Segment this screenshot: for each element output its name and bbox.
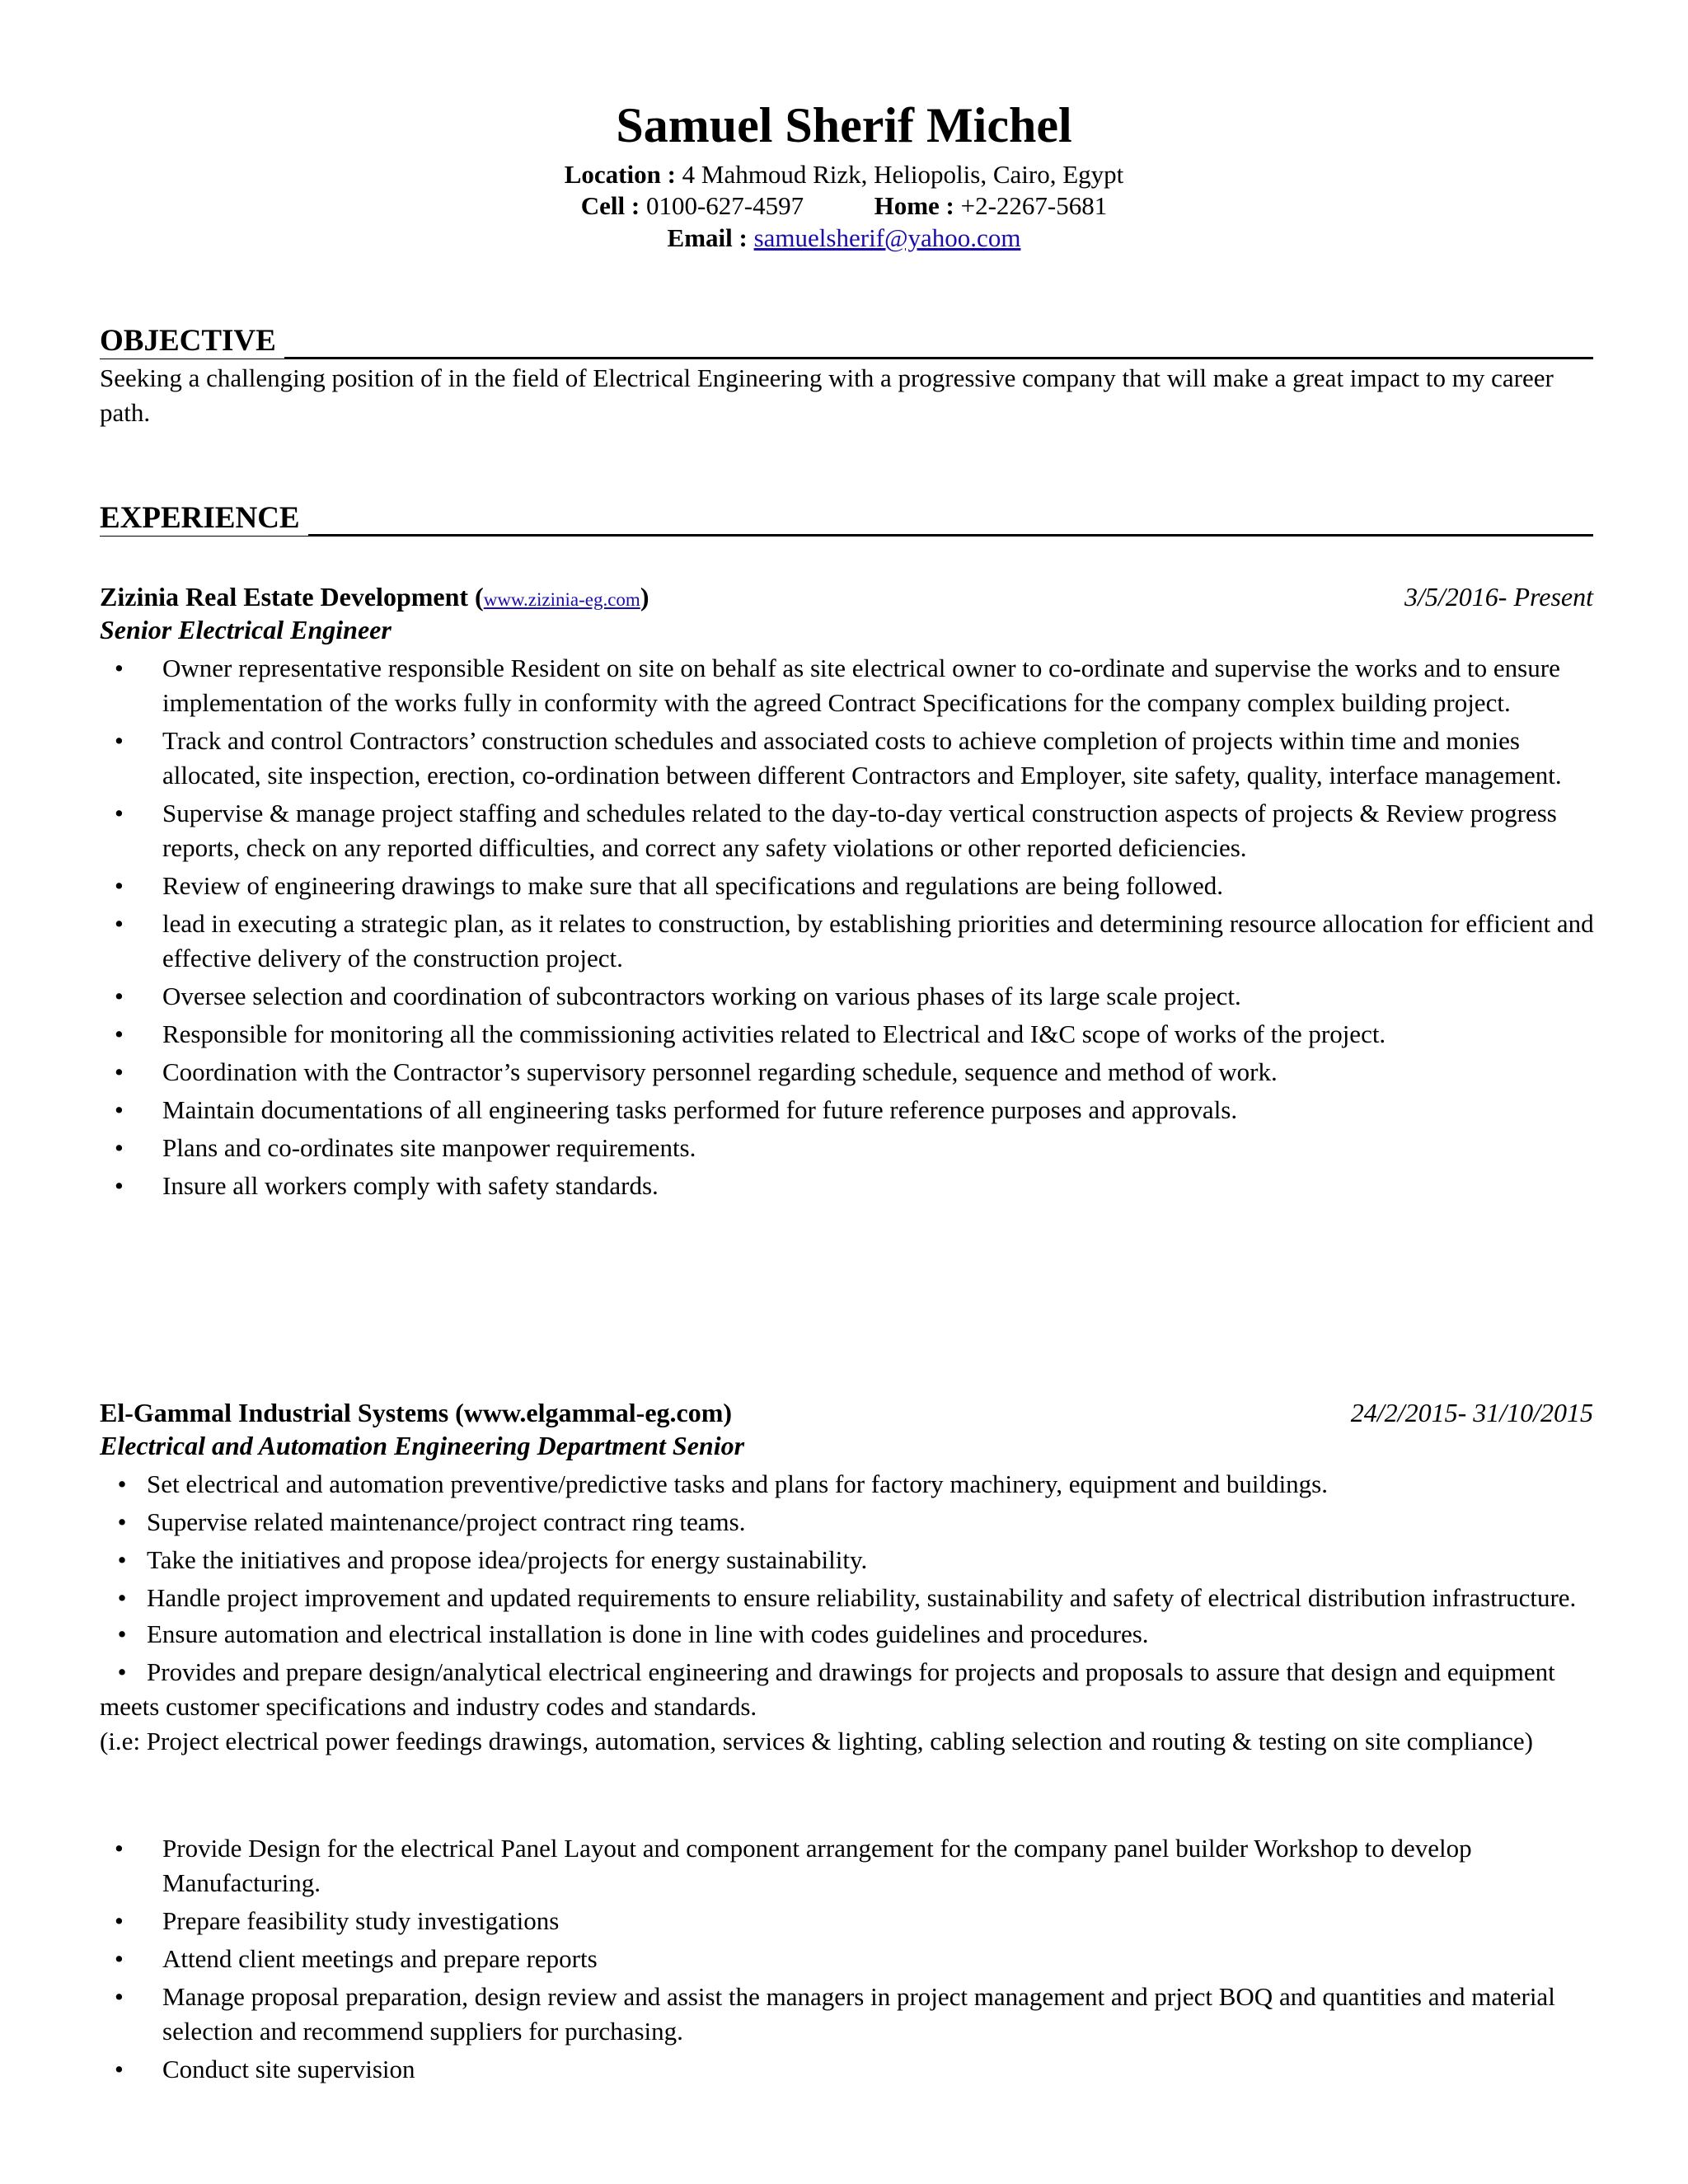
location-line bbox=[0, 158, 1688, 191]
job-2-company: El-Gammal Industrial Systems (www.elgammal-eg.com) bbox=[100, 1398, 733, 1427]
objective-text: Seeking a challenging position of in the field of Electrical Engineering with a progressive company that will make a great impact to my career path. bbox=[100, 363, 1554, 427]
list-item: • Supervise related maintenance/project contract ring teams. bbox=[117, 1507, 746, 1536]
list-item: • Provides and prepare design/analytical electrical engineering and drawings for projects and proposals to assure that design and equipment meets customer specifications and industry codes and standards. bbox=[100, 1657, 1555, 1721]
email-link[interactable]: samuelsherif@yahoo.com bbox=[753, 223, 1021, 252]
list-item: • Owner representative responsible Resident on site on behalf as site electrical owner to co-ordinate and supervise the works and to ensure implementation of the works fully in conformity with the agreed Contract Specifications for the company complex building project. bbox=[115, 654, 1560, 717]
list-item: • Manage proposal preparation, design review and assist the managers in project management and prject BOQ and quantities and material selection and recommend suppliers for purchasing. bbox=[115, 1982, 1555, 2046]
project-note: (i.e: Project electrical power feedings drawings, automation, services & lighting, cabling selection and routing & testing on site compliance) bbox=[100, 1727, 1533, 1755]
objective-title: OBJECTIVE bbox=[100, 323, 284, 359]
candidate-name: Samuel Sherif Michel bbox=[616, 98, 1072, 152]
list-item: • Provide Design for the electrical Panel Layout and component arrangement for the company panel builder Workshop to develop Manufacturing. bbox=[115, 1834, 1472, 1897]
job-1-company: Zizinia Real Estate Development ( bbox=[100, 582, 484, 612]
email-line bbox=[0, 222, 1688, 255]
list-item: • Ensure automation and electrical installation is done in line with codes guidelines and procedures. bbox=[117, 1619, 1149, 1648]
experience-heading bbox=[100, 498, 1593, 537]
job-2-bullets-b bbox=[100, 1831, 1596, 2090]
list-item: • Set electrical and automation preventive/predictive tasks and plans for factory machinery, equipment and buildings. bbox=[117, 1469, 1328, 1498]
job-2-header bbox=[100, 1398, 1593, 1428]
list-item: • Coordination with the Contractor’s supervisory personnel regarding schedule, sequence and method of work. bbox=[115, 1057, 1278, 1086]
job-1-bullets bbox=[100, 651, 1596, 1207]
job-1-dates: 3/5/2016- Present bbox=[1404, 582, 1593, 612]
job-1-role: Senior Electrical Engineer bbox=[100, 615, 392, 644]
job-2-dates: 24/2/2015- 31/10/2015 bbox=[1350, 1398, 1593, 1427]
home-value: +2-2267-5681 bbox=[960, 191, 1108, 220]
email-label: Email : bbox=[667, 223, 748, 252]
objective-heading bbox=[100, 321, 1593, 359]
list-item: • Responsible for monitoring all the commissioning activities related to Electrical and I&C scope of works of the project. bbox=[115, 1019, 1386, 1048]
list-item: • Track and control Contractors’ construction schedules and associated costs to achieve completion of projects within time and monies allocated, site inspection, erection, co-ordination between different Contractors and Employer, site safety, quality, interface management. bbox=[115, 726, 1562, 790]
job-2-role: Electrical and Automation Engineering Department Senior bbox=[100, 1431, 745, 1460]
cell-value: 0100-627-4597 bbox=[645, 191, 804, 220]
list-item: • Take the initiatives and propose idea/projects for energy sustainability. bbox=[117, 1545, 868, 1574]
list-item: • Conduct site supervision bbox=[115, 2055, 415, 2083]
job-1-company-link[interactable]: www.zizinia-eg.com bbox=[483, 589, 640, 610]
list-item: • Review of engineering drawings to make sure that all specifications and regulations are being followed. bbox=[115, 871, 1223, 900]
list-item: • lead in executing a strategic plan, as it relates to construction, by establishing priorities and determining resource allocation for efficient and effective delivery of the construction project. bbox=[115, 909, 1594, 972]
job-2-bullets-a bbox=[100, 1467, 1596, 1759]
location-label: Location : bbox=[564, 160, 676, 189]
job-1-header bbox=[100, 582, 1593, 612]
list-item: • Plans and co-ordinates site manpower requirements. bbox=[115, 1133, 696, 1162]
list-item: • Insure all workers comply with safety standards. bbox=[115, 1171, 659, 1200]
experience-title: EXPERIENCE bbox=[100, 500, 308, 536]
list-item: • Supervise & manage project staffing and schedules related to the day-to-day vertical construction aspects of projects & Review progress reports, check on any reported difficulties, and correct any safety violations or other reported deficiencies. bbox=[115, 799, 1557, 862]
job-1-company-close: ) bbox=[640, 582, 649, 612]
list-item: • Prepare feasibility study investigations bbox=[115, 1906, 560, 1935]
list-item: • Handle project improvement and updated requirements to ensure reliability, sustainability and safety of electrical distribution infrastructure. bbox=[117, 1583, 1577, 1612]
list-item: • Oversee selection and coordination of subcontractors working on various phases of its large scale project. bbox=[115, 982, 1241, 1010]
phone-line bbox=[0, 190, 1688, 223]
home-label: Home : bbox=[874, 191, 954, 220]
list-item: • Maintain documentations of all engineering tasks performed for future reference purposes and approvals. bbox=[115, 1095, 1238, 1124]
list-item: • Attend client meetings and prepare reports bbox=[115, 1944, 598, 1973]
cell-label: Cell : bbox=[580, 191, 640, 220]
location-value: 4 Mahmoud Rizk, Heliopolis, Cairo, Egypt bbox=[682, 160, 1124, 189]
